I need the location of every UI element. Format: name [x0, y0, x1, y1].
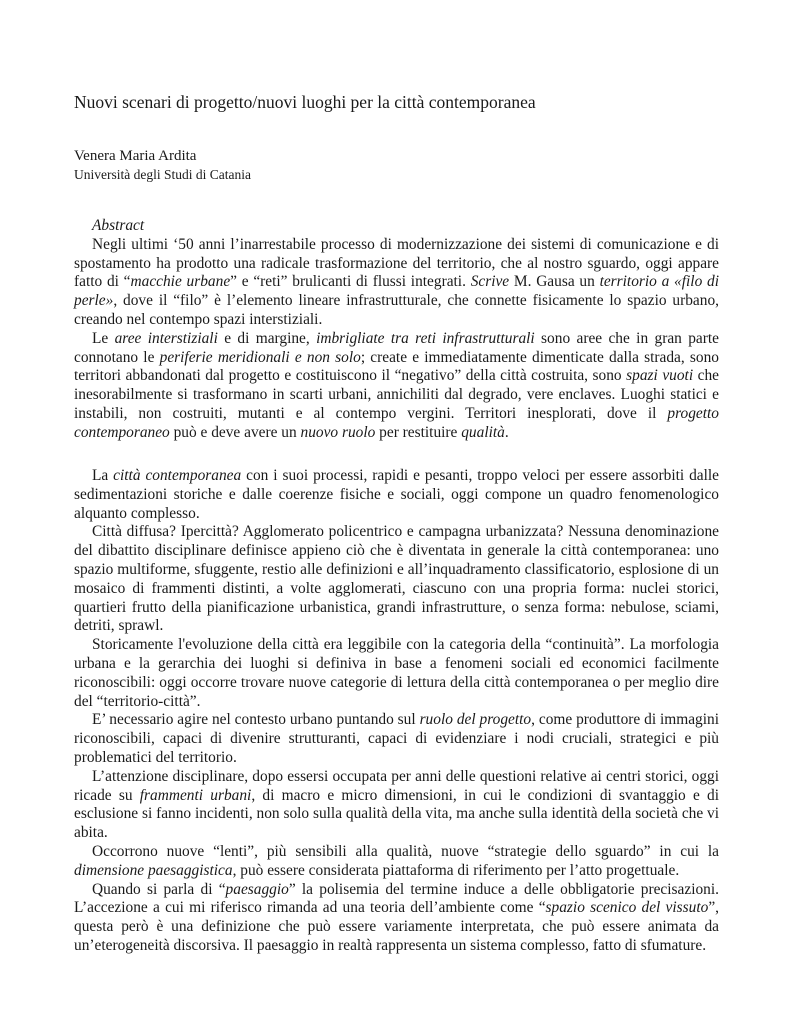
- italic-text: Scrive: [470, 273, 510, 291]
- text-run: con i suoi processi, rapidi e pesanti, troppo veloci per essere assorbiti dalle sedimentazioni storiche e dalle coerenze fisiche e sociali, oggi compone un quadro fenomenologico alquanto complesso.: [74, 467, 719, 522]
- text-run: E’ necessario agire nel contesto urbano puntando sul: [92, 711, 420, 729]
- text-run: , dove il “filo” è l’elemento lineare infrastrutturale, che connette fisicamente lo spazio urbano, creando nel contempo spazi interstiziali.: [74, 292, 719, 328]
- paragraph: [74, 711, 719, 767]
- paper-title: Nuovi scenari di progetto/nuovi luoghi per la città contemporanea: [74, 92, 536, 112]
- text-run: ” la polisemia del termine induce a delle obbligatorie precisazioni. L’accezione a cui mi riferisco rimanda ad una teoria dell’ambiente come “: [74, 880, 719, 917]
- text-run: e di margine,: [217, 329, 317, 347]
- italic-text: territorio a «filo di perle»: [74, 273, 719, 310]
- text-run: sono aree che in gran parte connotano le: [74, 329, 719, 366]
- text-run: Quando si parla di “: [92, 880, 226, 898]
- text-run: .: [504, 423, 509, 441]
- main-text-section: [74, 467, 719, 956]
- author-affiliation: Università degli Studi di Catania: [74, 167, 251, 182]
- italic-text: spazi vuoti: [626, 367, 694, 385]
- text-run: , come produttore di immagini riconoscibili, capaci di divenire strutturanti, capaci di evidenziare i nodi cruciali, strategici e più problematici del territorio.: [74, 711, 719, 766]
- abstract-paragraphs: [74, 236, 719, 443]
- italic-text: aree interstiziali: [114, 329, 218, 347]
- italic-text: paesaggio: [225, 880, 289, 898]
- italic-text: periferie meridionali e non solo: [159, 348, 361, 366]
- main-paragraphs: [74, 467, 719, 956]
- text-run: , può essere considerata piattaforma di riferimento per l’atto progettuale.: [232, 861, 680, 879]
- italic-text: imbrigliate tra reti infrastrutturali: [316, 329, 535, 347]
- text-run: ” e “reti” brulicanti di flussi integrati.: [230, 273, 471, 291]
- abstract-section: [74, 217, 719, 443]
- text-run: , di macro e micro dimensioni, in cui le condizioni di svantaggio e di esclusione si fanno incidenti, non solo sulla qualità della vita, ma anche sulla identità della società che vi abita.: [74, 786, 719, 842]
- text-run: Occorrono nuove “lenti”, più sensibili alla qualità, nuove “strategie dello sguardo” in cui la: [92, 842, 719, 860]
- text-run: Negli ultimi ‘50 anni l’inarrestabile processo di modernizzazione dei sistemi di comunicazione e di spostamento ha prodotto una radicale trasformazione del territorio, che al nostro sguardo, oggi appare fatto di “: [74, 235, 719, 291]
- italic-text: macchie urbane: [130, 273, 231, 291]
- text-run: Storicamente l'evoluzione della città era leggibile con la categoria della “continuità”. La morfologia urbana e la gerarchia dei luoghi si definiva in base a fenomeni sociali ed economici facilmente riconoscibili: oggi occorre trovare nuove categorie di lettura della città contemporanea o per meglio dire del “territorio-città”.: [74, 636, 719, 710]
- paragraph: [74, 330, 719, 443]
- text-run: ; create e immediatamente dimenticate dalla strada, sono territori abbandonati dal progetto e costituiscono il “negativo” della città costruita, sono: [74, 348, 720, 385]
- abstract-heading: Abstract: [92, 217, 145, 234]
- text-run: L’attenzione disciplinare, dopo essersi occupata per anni delle questioni relative ai centri storici, oggi ricade su: [74, 767, 719, 804]
- paragraph: [74, 881, 719, 956]
- italic-text: progetto contemporaneo: [74, 404, 719, 441]
- paragraph: [74, 523, 719, 636]
- text-run: M. Gausa un: [509, 273, 600, 291]
- author-name: Venera Maria Ardita: [74, 148, 197, 164]
- paragraph: [74, 236, 719, 330]
- text-run: La: [92, 467, 114, 484]
- text-run: ”, questa però è una definizione che può essere variamente interpretata, che può essere animata da un’eterogeneità discorsiva. Il paesaggio in realtà rappresenta un sistema complesso, fatto di sfumature.: [74, 899, 719, 954]
- text-run: può e deve avere un: [169, 423, 301, 441]
- text-run: Città diffusa? Ipercittà? Agglomerato policentrico e campagna urbanizzata? Nessuna denominazione del dibattito disciplinare definisce appieno ciò che è diventata in generale la città contemporanea: uno spazio multiforme, sfuggente, restio alle definizioni e all’inquadramento classificatorio, esplosione di un mosaico di frammenti distinti, a volte agglomerati, ciascuno con una propria forma: nuclei storici, quartieri frutto della pianificazione urbanistica, grandi infrastrutture, o senza forma: nebulose, sciami, detriti, sprawl.: [74, 523, 719, 635]
- italic-text: qualità: [461, 423, 505, 441]
- paragraph: [74, 467, 719, 523]
- paragraph: [74, 636, 719, 711]
- paragraph: [74, 768, 719, 843]
- italic-text: nuovo ruolo: [300, 423, 376, 441]
- italic-text: frammenti urbani: [139, 786, 252, 804]
- paragraph: [74, 843, 719, 881]
- italic-text: spazio scenico del vissuto: [545, 899, 709, 917]
- italic-text: ruolo del progetto: [419, 711, 532, 729]
- italic-text: dimensione paesaggistica: [74, 861, 233, 879]
- italic-text: città contemporanea: [113, 467, 242, 484]
- text-run: Le: [92, 329, 115, 347]
- text-run: per restituire: [375, 423, 462, 441]
- text-run: che inesorabilmente si trasformano in scarti urbani, annichiliti dal degrado, vere enclaves. Luoghi statici e instabili, non costruiti, mutanti e al contempo vergini. Territori inesplorati, dove il: [74, 367, 719, 422]
